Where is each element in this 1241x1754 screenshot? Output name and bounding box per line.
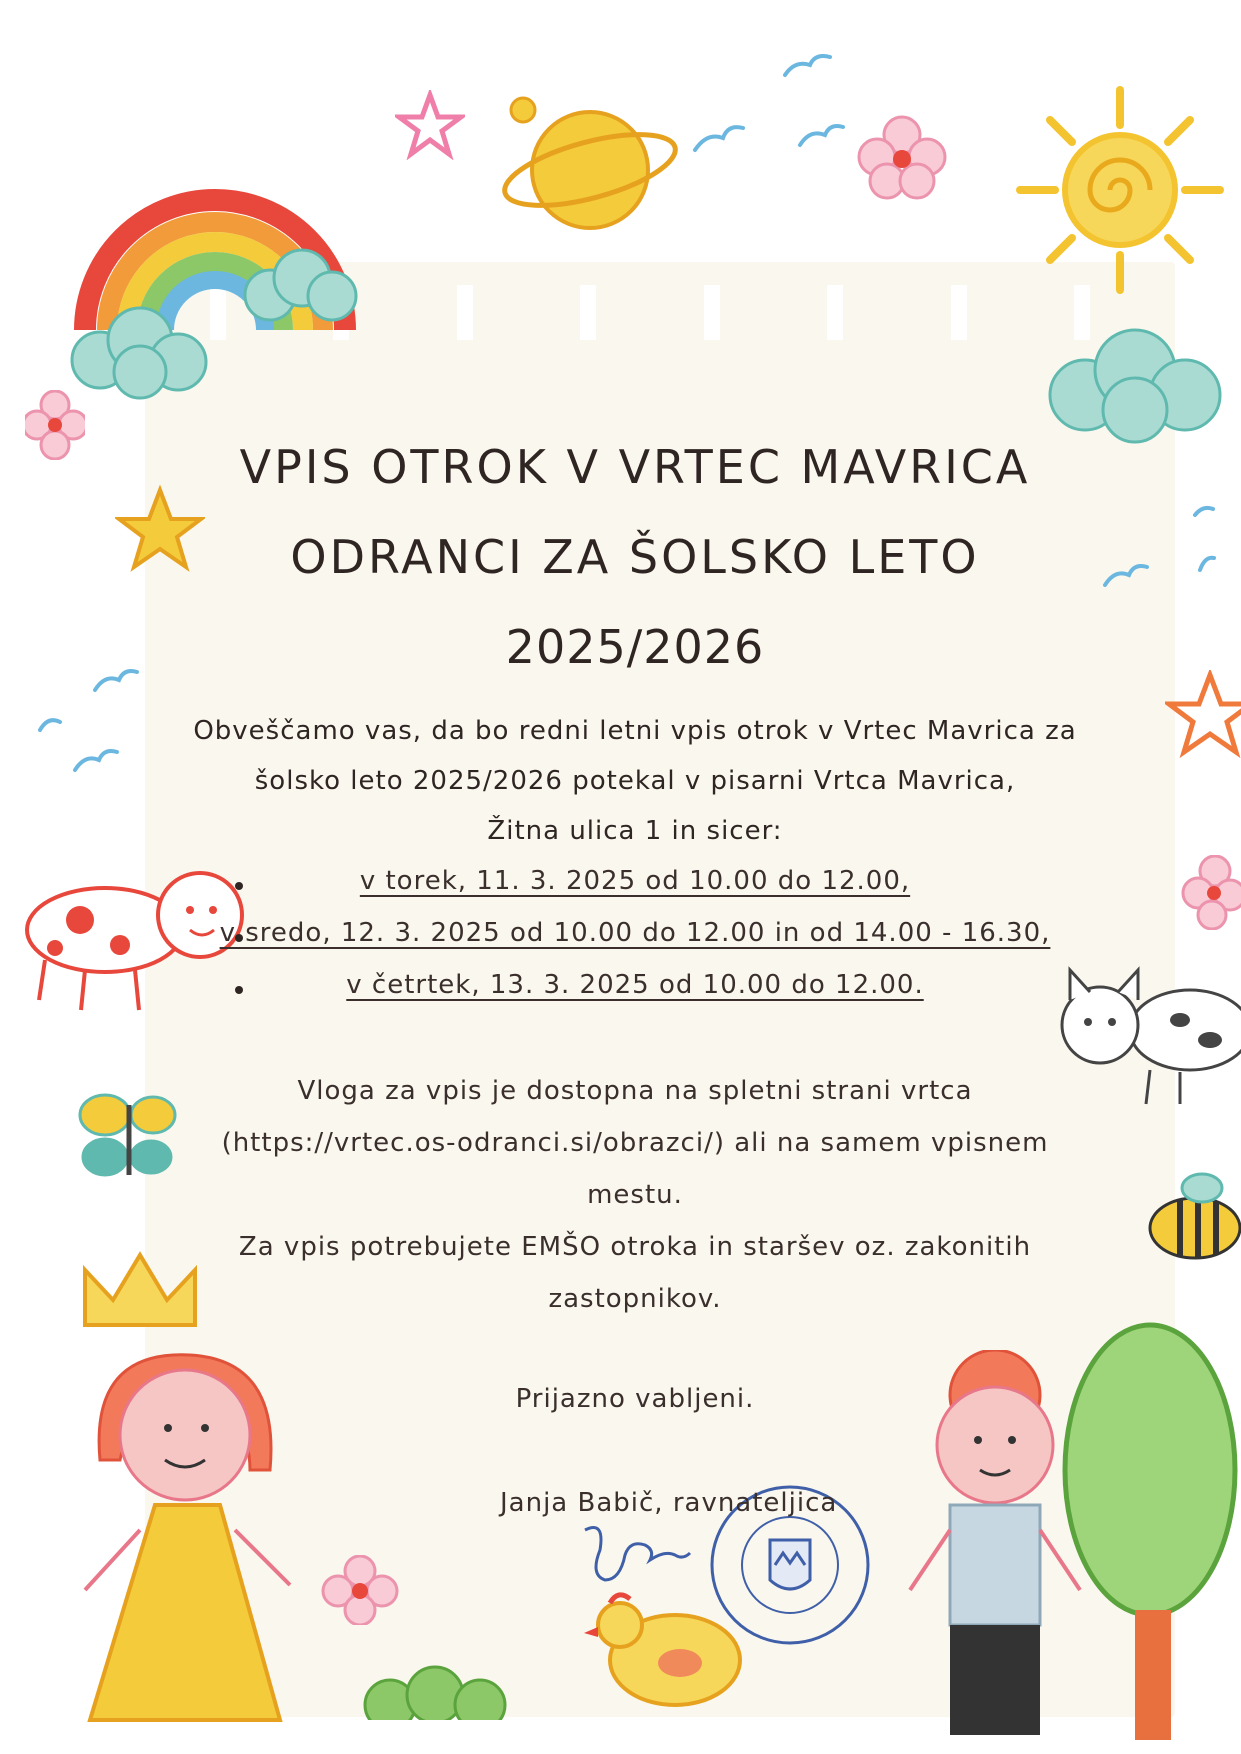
intro-line-1: Obveščamo vas, da bo redni letni vpis otrok v Vrtec Mavrica za	[193, 716, 1077, 746]
title-line-2: ODRANCI ZA ŠOLSKO LETO	[290, 530, 980, 584]
invitation-text: Prijazno vabljeni.	[515, 1384, 755, 1414]
title-line-1: VPIS OTROK V VRTEC MAVRICA	[239, 440, 1031, 494]
signature-scribble	[575, 1515, 695, 1595]
flower-icon	[320, 1555, 400, 1625]
planet-icon	[495, 85, 685, 245]
bird-icon	[35, 660, 145, 780]
intro-line-3: Žitna ulica 1 in sicer:	[487, 816, 783, 846]
signature-line: Janja Babič, ravnateljica	[500, 1488, 838, 1518]
info-line-3: mestu.	[587, 1180, 683, 1210]
cloud-icon	[70, 300, 210, 400]
cloud-icon	[1045, 320, 1225, 450]
star-icon	[395, 90, 465, 160]
info-line-1: Vloga za vpis je dostopna na spletni strani vrtca	[297, 1076, 973, 1106]
info-line-2: (https://vrtec.os-odranci.si/obrazci/) ali na samem vpisnem	[221, 1128, 1049, 1158]
date-item: v torek, 11. 3. 2025 od 10.00 do 12.00,	[359, 866, 911, 896]
info-line-5: zastopnikov.	[548, 1284, 722, 1314]
date-item: v četrtek, 13. 3. 2025 od 10.00 do 12.00.	[346, 970, 924, 1000]
butterfly-icon	[75, 1085, 185, 1195]
sun-icon	[1010, 80, 1230, 300]
info-line-4: Za vpis potrebujete EMŠO otroka in staršev oz. zakonitih	[238, 1232, 1032, 1262]
star-icon	[1165, 670, 1241, 760]
flower-icon	[25, 390, 85, 460]
bush-icon	[360, 1665, 510, 1720]
bee-icon	[1140, 1170, 1241, 1270]
intro-line-2: šolsko leto 2025/2026 potekal v pisarni Vrtca Mavrica,	[254, 766, 1016, 796]
date-item: v sredo, 12. 3. 2025 od 10.00 do 12.00 in od 14.00 - 16.30,	[219, 918, 1051, 948]
cloud-icon	[240, 240, 360, 330]
tree-icon	[1055, 1320, 1241, 1740]
title-line-3: 2025/2026	[505, 620, 765, 674]
flower-icon	[1180, 855, 1241, 930]
bird-icon	[1100, 500, 1220, 610]
bird-icon	[690, 50, 870, 170]
